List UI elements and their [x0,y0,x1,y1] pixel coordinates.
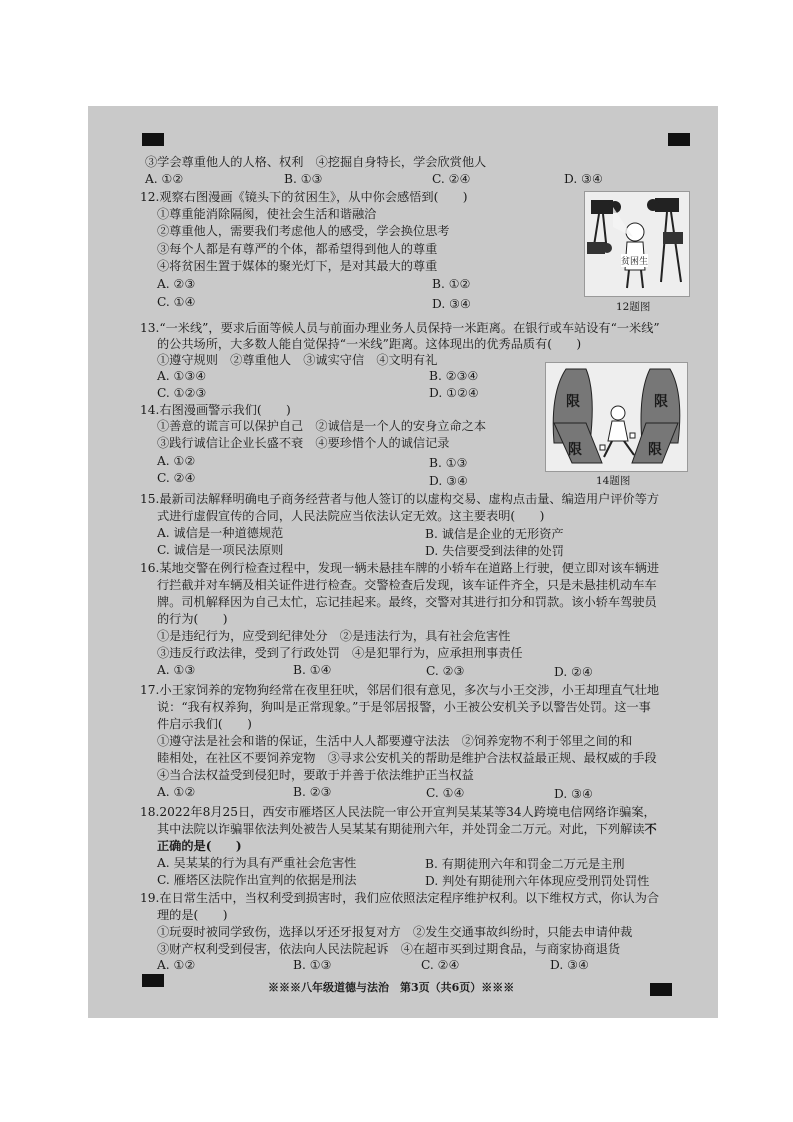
q15-choice-d: D. 失信要受到法律的处罚 [425,544,564,558]
q14-choice-c: C. ②④ [157,471,196,485]
q12-item-2: ②尊重他人，需要我们考虑他人的感受，学会换位思考 [157,224,450,238]
q13-stem-line-1: 13.“一米线”，要求后面等候人员与前面办理业务人员保持一米距离。在银行或车站设有“一米线” [140,321,660,335]
q13-choice-d: D. ①②④ [429,386,479,400]
q17-items-line-1: ①遵守法是社会和谐的保证，生活中人人都要遵守法法 ②饲养宠物不利于邻里之间的和 [157,734,633,748]
q16-choice-a: A. ①③ [157,663,196,677]
q13-choice-c: C. ①②③ [157,386,207,400]
registration-mark-top-right [668,133,690,146]
q12-item-1: ①尊重能消除隔阂，使社会生活和谐融洽 [157,207,377,221]
q15-choice-b: B. 诚信是企业的无形资产 [425,527,564,541]
registration-mark-bottom-left [142,974,164,987]
registration-mark-top-left [142,133,164,146]
q19-choice-c: C. ②④ [421,958,460,972]
exam-page [88,106,718,1018]
q12-stem: 12.观察右图漫画《镜头下的贫困生》，从中你会感悟到( ) [140,190,468,204]
q18-stem-text: 其中法院以诈骗罪依法判处被告人吴某某有期徒刑六年，并处罚金二万元。对此，下列解读 [157,822,645,836]
q16-items-line-1: ①是违纪行为，应受到纪律处分 ②是违法行为，具有社会危害性 [157,629,511,643]
q15-stem-line-2: 式进行虚假宣传的合同，人民法院应当依法认定无效。这主要表明( ) [157,509,545,523]
q17-stem-line-3: 件启示我们( ) [157,717,252,731]
q11-choice-a: A. ①② [145,172,184,186]
q12-figure-label: 贫困生 [621,254,648,267]
q12-choice-a: A. ②③ [157,277,196,291]
q11-option-line: ③学会尊重他人的人格、权利 ④挖掘自身特长，学会欣赏他人 [145,155,487,169]
q19-items-line-2: ③财产权利受到侵害，依法向人民法院起诉 ④在超市买到过期食品，与商家协商退货 [157,942,621,956]
q18-choice-b: B. 有期徒刑六年和罚金二万元是主刑 [425,857,625,871]
q11-choice-c: C. ②④ [432,172,471,186]
q14-items-line-2: ③践行诚信让企业长盛不衰 ④要珍惜个人的诚信记录 [157,436,450,450]
q14-sign-1: 限 [566,394,580,410]
q17-items-line-3: ④当合法权益受到侵犯时，要敢于并善于依法维护正当权益 [157,768,474,782]
q12-cartoon-image [584,191,690,297]
q19-items-line-1: ①玩耍时被同学致伤，选择以牙还牙报复对方 ②发生交通事故纠纷时，只能去申请仲裁 [157,925,633,939]
q16-stem-line-2: 行拦截并对车辆及相关证件进行检查。交警检查后发现，该车证件齐全，只是未悬挂机动车车 [157,578,657,592]
q17-stem-line-1: 17.小王家饲养的宠物狗经常在夜里狂吠，邻居们很有意见，多次与小王交涉，小王却理直气壮地 [140,683,660,697]
q14-choice-b: B. ①③ [429,456,468,470]
q17-choice-d: D. ③④ [554,787,593,801]
q12-choice-d: D. ③④ [432,297,471,311]
q16-choice-c: C. ②③ [426,664,465,678]
q14-figure-caption: 14题图 [596,475,631,487]
q16-stem-line-4: 的行为( ) [157,612,228,626]
q17-stem-line-2: 说：“我有权养狗，狗叫是正常现象。”于是邻居报警，小王被公安机关予以警告处罚。这一事 [157,700,651,714]
q16-stem-line-1: 16.某地交警在例行检查过程中，发现一辆未悬挂车牌的小轿车在道路上行驶，便立即对该车辆进 [140,561,660,575]
q11-choice-b: B. ①③ [284,172,323,186]
q14-sign-4: 限 [648,442,662,458]
q18-choice-c: C. 雁塔区法院作出宣判的依据是刑法 [157,873,357,887]
q16-choice-b: B. ①④ [293,663,332,677]
q17-items-line-2: 睦相处，在社区不要饲养宠物 ③寻求公安机关的帮助是维护合法权益最正规、最权威的手段 [157,751,657,765]
q14-sign-2: 限 [654,394,668,410]
q14-choice-a: A. ①② [157,454,196,468]
q12-item-4: ④将贫困生置于媒体的聚光灯下，是对其最大的尊重 [157,259,438,273]
q17-choice-c: C. ①④ [426,786,465,800]
q18-emphasis-correct: 正确的是( ) [157,839,242,853]
q14-items-line-1: ①善意的谎言可以保护自己 ②诚信是一个人的安身立命之本 [157,419,487,433]
q13-stem-line-2: 的公共场所，大多数人能自觉保持“一米线”距离。这体现出的优秀品质有( ) [157,337,582,351]
q11-choice-d: D. ③④ [564,172,603,186]
q12-choice-b: B. ①② [432,277,471,291]
q12-figure-caption: 12题图 [616,301,651,313]
camera-cartoon-icon [585,192,689,296]
q18-stem-line-2 [157,822,657,837]
q18-stem-line-1: 18.2022年8月25日，西安市雁塔区人民法院一审公开宣判吴某某等34人跨境电信网络诈骗案， [140,805,656,819]
q18-choice-d: D. 判处有期徒刑六年体现应受刑罚处罚性 [425,874,650,888]
q16-stem-line-3: 牌。司机解释因为自己太忙，忘记挂起来。最终，交警对其进行扣分和罚款。该小轿车驾驶员 [157,595,657,609]
q19-stem-line-1: 19.在日常生活中，当权利受到损害时，我们应依照法定程序维护权利。以下维权方式，你认为合 [140,891,660,905]
q14-sign-3: 限 [568,442,582,458]
q13-choice-b: B. ②③④ [429,369,479,383]
q14-cartoon-image [545,362,688,472]
q17-choice-b: B. ②③ [293,785,332,799]
q13-items: ①遵守规则 ②尊重他人 ③诚实守信 ④文明有礼 [157,353,438,367]
q19-choice-d: D. ③④ [550,958,589,972]
registration-mark-bottom-right [650,983,672,996]
q19-choice-b: B. ①③ [293,958,332,972]
q13-choice-a: A. ①③④ [157,369,207,383]
q16-choice-d: D. ②④ [554,665,593,679]
q19-choice-a: A. ①② [157,958,196,972]
q16-items-line-2: ③违反行政法律，受到了行政处罚 ④是犯罪行为，应承担刑事责任 [157,646,523,660]
q12-choice-c: C. ①④ [157,295,196,309]
page-footer: ※※※八年级道德与法治 第3页（共6页）※※※ [268,981,515,994]
q14-stem: 14.右图漫画警示我们( ) [140,403,291,417]
q18-choice-a: A. 吴某某的行为具有严重社会危害性 [157,856,357,870]
q14-choice-d: D. ③④ [429,474,468,488]
q17-choice-a: A. ①② [157,785,196,799]
q15-choice-c: C. 诚信是一项民法原则 [157,543,284,557]
q15-stem-line-1: 15.最新司法解释明确电子商务经营者与他人签订的以虚构交易、虚构点击量、编造用户评价等方 [140,492,660,506]
q19-stem-line-2: 理的是( ) [157,908,228,922]
q15-choice-a: A. 诚信是一种道德规范 [157,526,284,540]
q18-emphasis-not: 不 [644,822,657,836]
q12-item-3: ③每个人都是有尊严的个体，都希望得到他人的尊重 [157,242,438,256]
